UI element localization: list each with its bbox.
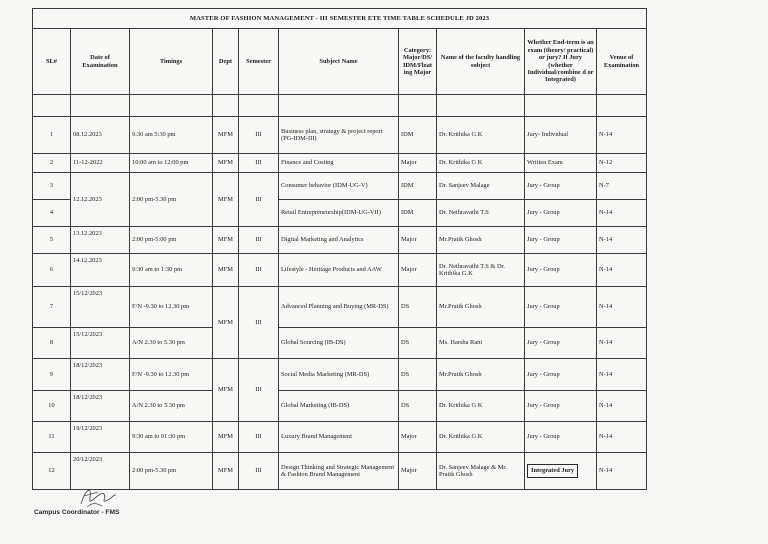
table-row — [33, 254, 647, 287]
row-exam-type: Jury - Group — [525, 422, 597, 453]
spacer-row — [33, 95, 647, 117]
row-faculty: Dr. Krithika G K — [437, 391, 525, 422]
row-exam-type: Jury - Group — [525, 200, 597, 227]
row-subject: Business plan, strategy & project report (PG-IDM-III) — [279, 117, 399, 154]
row-semester: III — [239, 359, 279, 422]
row-date: 18/12/2023 — [71, 391, 130, 422]
row-semester: III — [239, 422, 279, 453]
row-category: IDM — [399, 173, 437, 200]
table-row — [33, 227, 647, 254]
row-date: 15/12/2023 — [71, 287, 130, 328]
row-exam-type: Jury - Group — [525, 287, 597, 328]
row-subject: Global Marketing (IB-DS) — [279, 391, 399, 422]
row-faculty: Dr. Krithika G K — [437, 422, 525, 453]
col-header-faculty: Name of the faculty handling subject — [437, 29, 525, 95]
row-faculty: Dr. Sanjeev Malage & Mr. Pratik Ghosh — [437, 453, 525, 490]
row-subject: Global Sourcing (IB-DS) — [279, 328, 399, 359]
timetable-sheet — [32, 8, 646, 490]
row-sl: 12 — [33, 453, 71, 490]
timetable — [32, 8, 647, 490]
row-category: Major — [399, 227, 437, 254]
table-row — [33, 359, 647, 391]
col-header-subject: Subject Name — [279, 29, 399, 95]
table-row — [33, 173, 647, 200]
col-header-dept: Dept — [213, 29, 239, 95]
row-semester: III — [239, 287, 279, 359]
row-sl: 11 — [33, 422, 71, 453]
row-exam-type: Jury - Group — [525, 391, 597, 422]
row-dept: MFM — [213, 287, 239, 359]
row-dept: MFM — [213, 453, 239, 490]
row-category: Major — [399, 154, 437, 173]
row-subject: Finance and Costing — [279, 154, 399, 173]
row-semester: III — [239, 117, 279, 154]
campus-coordinator-label: Campus Coordinator - FMS — [34, 509, 120, 516]
row-date: 18/12/2023 — [71, 359, 130, 391]
row-venue: N-14 — [597, 117, 647, 154]
table-row — [33, 117, 647, 154]
row-date: 13.12.2023 — [71, 227, 130, 254]
row-category: Major — [399, 254, 437, 287]
row-exam-type: Jury - Group — [525, 359, 597, 391]
table-row — [33, 422, 647, 453]
row-date: 19/12/2023 — [71, 422, 130, 453]
row-semester: III — [239, 154, 279, 173]
row-venue: N-14 — [597, 200, 647, 227]
col-header-sl: SL# — [33, 29, 71, 95]
col-header-category: Category: Major/DS/ IDM/Float ing Major — [399, 29, 437, 95]
row-faculty: Dr. Nethravathi T.S — [437, 200, 525, 227]
row-time: 9:30 am to 1:30 pm — [130, 254, 213, 287]
row-faculty: Mr.Pratik Ghosh — [437, 227, 525, 254]
row-category: IDM — [399, 200, 437, 227]
row-sl: 10 — [33, 391, 71, 422]
row-time: F/N -9.30 to 12.30 pm — [130, 287, 213, 328]
row-date: 11-12-2022 — [71, 154, 130, 173]
row-date: 14.12.2023 — [71, 254, 130, 287]
row-time: 2:00 pm-5:00 pm — [130, 227, 213, 254]
row-venue: N-14 — [597, 391, 647, 422]
row-dept: MFM — [213, 359, 239, 422]
row-exam-type: Jury - Group — [525, 173, 597, 200]
row-semester: III — [239, 453, 279, 490]
row-subject: Digital Marketing and Analytics — [279, 227, 399, 254]
row-faculty: Dr. Nethravathi T.S & Dr. Krithika G.K — [437, 254, 525, 287]
row-venue: N-14 — [597, 287, 647, 328]
row-dept: MFM — [213, 227, 239, 254]
col-header-venue: Venue of Examination — [597, 29, 647, 95]
row-time: 9:30 am to 01:30 pm — [130, 422, 213, 453]
row-category: DS — [399, 328, 437, 359]
table-row — [33, 287, 647, 328]
row-venue: N-14 — [597, 328, 647, 359]
row-venue: N-14 — [597, 227, 647, 254]
row-exam-type: Jury- Individual — [525, 117, 597, 154]
table-row — [33, 328, 647, 359]
col-header-date: Date of Examination — [71, 29, 130, 95]
row-time: A/N 2.30 to 5.30 pm — [130, 328, 213, 359]
row-exam-type: Jury - Group — [525, 328, 597, 359]
row-subject: Social Media Marketing (MR-DS) — [279, 359, 399, 391]
row-category: IDM — [399, 117, 437, 154]
col-header-semester: Semester — [239, 29, 279, 95]
row-subject: Advanced Planning and Buying (MR-DS) — [279, 287, 399, 328]
row-faculty: Mr.Pratik Ghosh — [437, 287, 525, 328]
row-venue: N-14 — [597, 254, 647, 287]
row-category: Major — [399, 422, 437, 453]
row-subject: Consumer behavior (IDM-UG-V) — [279, 173, 399, 200]
row-faculty: Ms. Harsha Rani — [437, 328, 525, 359]
row-semester: III — [239, 227, 279, 254]
row-subject: Retail Entrepreneurship(IDM-UG-VII) — [279, 200, 399, 227]
row-sl: 5 — [33, 227, 71, 254]
row-sl: 7 — [33, 287, 71, 328]
row-venue: N-14 — [597, 422, 647, 453]
page-title: MASTER OF FASHION MANAGEMENT - III SEMESTER ETE TIME TABLE SCHEDULE JD 2023 — [33, 9, 647, 29]
row-date: 08.12.2023 — [71, 117, 130, 154]
row-sl: 8 — [33, 328, 71, 359]
row-dept: MFM — [213, 117, 239, 154]
row-dept: MFM — [213, 422, 239, 453]
row-sl: 6 — [33, 254, 71, 287]
row-category: Major — [399, 453, 437, 490]
row-subject: Luxury Brand Management — [279, 422, 399, 453]
row-subject: Design Thinking and Strategic Management & Fashion Brand Management — [279, 453, 399, 490]
row-time: 9:30 am 5:30 pm — [130, 117, 213, 154]
row-subject: Lifestyle - Heritage Products and AAW — [279, 254, 399, 287]
row-time: A/N 2.30 to 5.30 pm — [130, 391, 213, 422]
row-faculty: Dr. Krithika G K — [437, 154, 525, 173]
row-date: 15/12/2023 — [71, 328, 130, 359]
row-sl: 2 — [33, 154, 71, 173]
table-row — [33, 391, 647, 422]
row-time: F/N -9.30 to 12.30 pm — [130, 359, 213, 391]
row-venue: N-7 — [597, 173, 647, 200]
col-header-timings: Timings — [130, 29, 213, 95]
row-exam-type: Written Exam — [525, 154, 597, 173]
row-faculty: Mr.Pratik Ghosh — [437, 359, 525, 391]
row-date: 12.12.2023 — [71, 173, 130, 227]
row-sl: 4 — [33, 200, 71, 227]
row-exam-type: Jury - Group — [525, 227, 597, 254]
row-sl: 9 — [33, 359, 71, 391]
row-semester: III — [239, 254, 279, 287]
row-time: 2:00 pm-5.30 pm — [130, 173, 213, 227]
integrated-jury-badge: Integrated Jury — [527, 464, 578, 477]
row-venue: N-14 — [597, 453, 647, 490]
table-row — [33, 453, 647, 490]
row-dept: MFM — [213, 154, 239, 173]
row-faculty: Dr. Krithika G.K — [437, 117, 525, 154]
row-time: 10:00 am to 12:00 pm — [130, 154, 213, 173]
table-row — [33, 154, 647, 173]
row-dept: MFM — [213, 254, 239, 287]
header-row — [33, 29, 647, 95]
row-date: 20/12/2023 — [71, 453, 130, 490]
row-exam-type: Jury - Group — [525, 254, 597, 287]
row-venue: N-14 — [597, 359, 647, 391]
row-category: DS — [399, 359, 437, 391]
row-faculty: Dr. Sanjeev Malage — [437, 173, 525, 200]
row-category: DS — [399, 287, 437, 328]
row-exam-type — [525, 453, 597, 490]
row-sl: 3 — [33, 173, 71, 200]
row-semester: III — [239, 173, 279, 227]
row-time: 2:00 pm-5.30 pm — [130, 453, 213, 490]
row-sl: 1 — [33, 117, 71, 154]
col-header-exam-type: Whether End-term is an exam (theory/ practical) or jury? If Jury (whether Individual/combine d or Integrated) — [525, 29, 597, 95]
row-dept: MFM — [213, 173, 239, 227]
signature-image — [78, 482, 118, 512]
row-venue: N-12 — [597, 154, 647, 173]
row-category: DS — [399, 391, 437, 422]
